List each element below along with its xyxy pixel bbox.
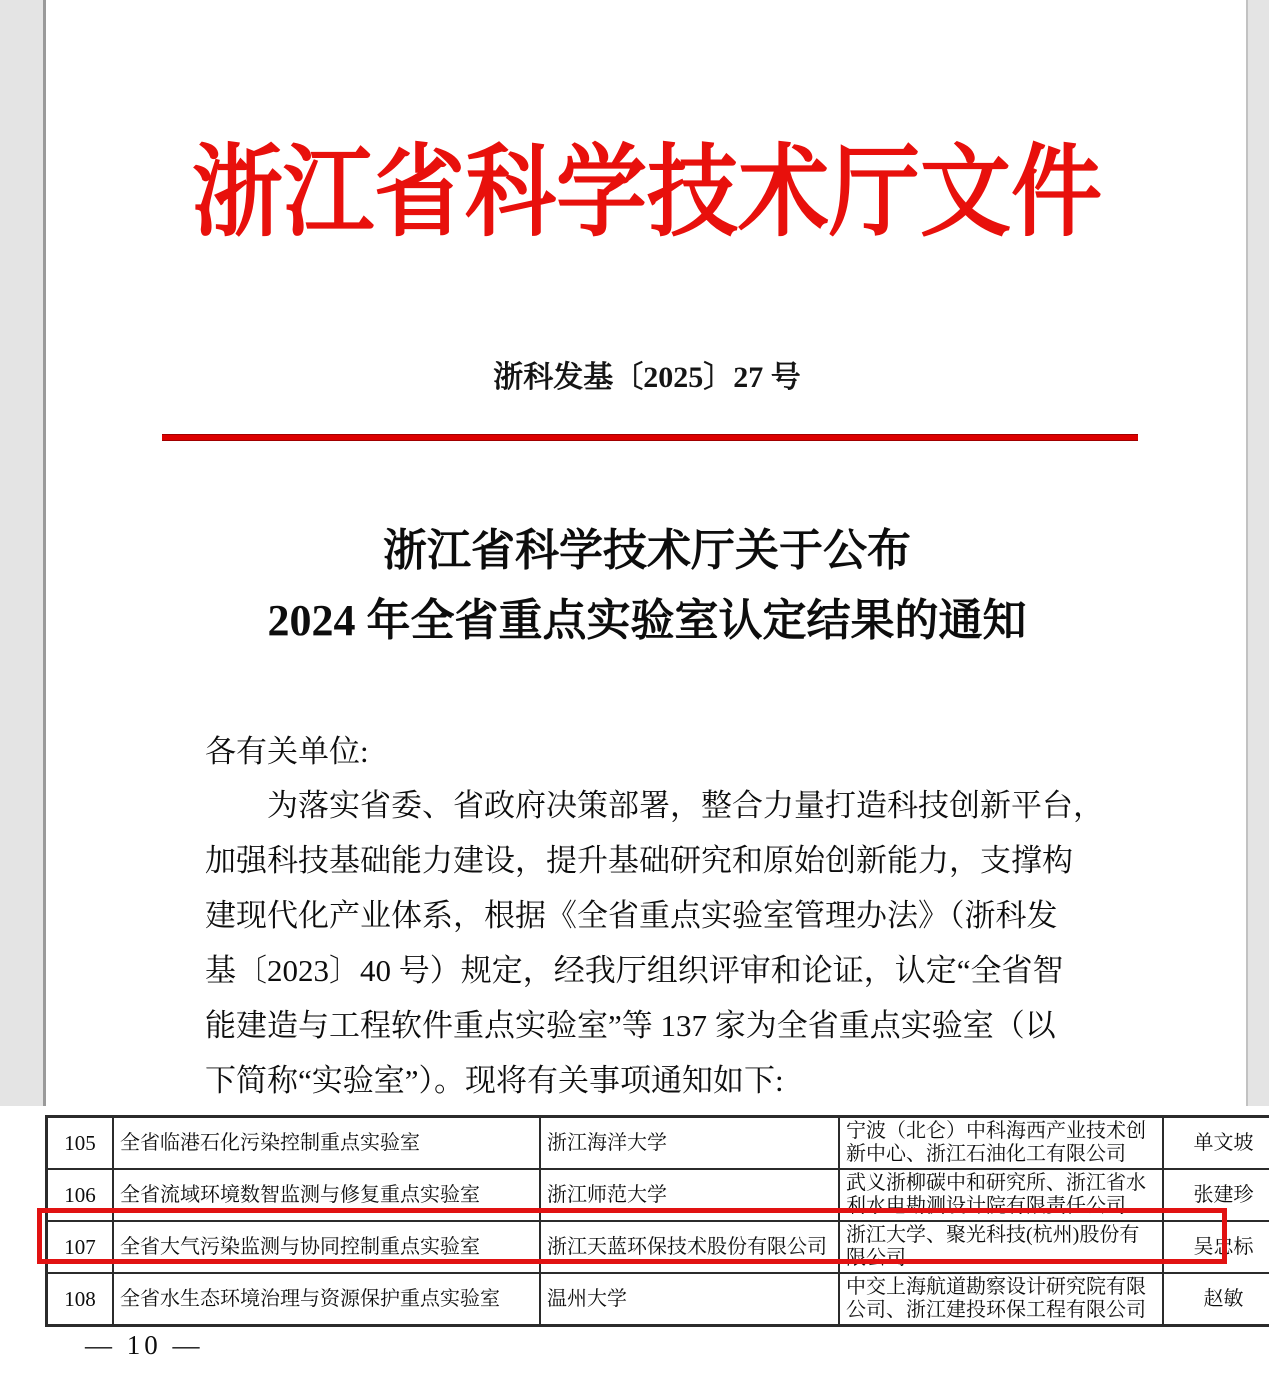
notice-title-line2: 2024 年全省重点实验室认定结果的通知 [267,596,1027,645]
body-line-2: 加强科技基础能力建设，提升基础研究和原始创新能力，支撑构 [205,843,1073,878]
cell-row-number: 106 [47,1169,114,1221]
letterhead-title: 浙江省科学技术厅文件 [191,137,1102,249]
cell-institution: 浙江天蓝环保技术股份有限公司 [540,1221,839,1273]
cell-row-number: 108 [47,1273,114,1326]
cell-lab-name: 全省临港石化污染控制重点实验室 [113,1117,540,1170]
cell-director: 吴忠标 [1163,1221,1269,1273]
document-number: 浙科发基〔2025〕27 号 [493,361,801,394]
salutation: 各有关单位: [205,734,369,769]
cell-institution: 浙江海洋大学 [540,1117,839,1170]
cell-partners: 宁波（北仑）中科海西产业技术创新中心、浙江石油化工有限公司 [839,1117,1163,1170]
red-divider-line [162,434,1138,441]
table-row [47,1273,1269,1326]
table-row [47,1117,1269,1170]
cell-partners: 武义浙柳碳中和研究所、浙江省水利水电勘测设计院有限责任公司 [839,1169,1163,1221]
cell-institution: 浙江师范大学 [540,1169,839,1221]
cell-partners: 浙江大学、聚光科技(杭州)股份有限公司 [839,1221,1163,1273]
labs-table [45,1115,1269,1327]
page-left-margin [0,0,43,1106]
cell-director: 张建珍 [1163,1169,1269,1221]
table-row-highlighted [47,1221,1269,1273]
body-line-1: 为落实省委、省政府决策部署，整合力量打造科技创新平台， [267,788,1104,823]
body-line-5: 能建造与工程软件重点实验室”等 137 家为全省重点实验室（以 [205,1008,1056,1043]
notice-title-line1: 浙江省科学技术厅关于公布 [383,526,911,575]
cell-lab-name: 全省大气污染监测与协同控制重点实验室 [113,1221,540,1273]
cell-director: 单文坡 [1163,1117,1269,1170]
cell-lab-name: 全省水生态环境治理与资源保护重点实验室 [113,1273,540,1326]
body-line-6: 下简称“实验室”）。现将有关事项通知如下: [205,1063,784,1098]
cell-row-number: 105 [47,1117,114,1170]
body-line-4: 基〔2023〕40 号）规定，经我厅组织评审和论证，认定“全省智 [205,953,1064,988]
cell-row-number: 107 [47,1221,114,1273]
cell-director: 赵敏 [1163,1273,1269,1326]
cell-partners: 中交上海航道勘察设计研究院有限公司、浙江建投环保工程有限公司 [839,1273,1163,1326]
page-number: — 10 — [85,1330,204,1360]
cell-institution: 温州大学 [540,1273,839,1326]
cell-lab-name: 全省流域环境数智监测与修复重点实验室 [113,1169,540,1221]
body-line-3: 建现代化产业体系，根据《全省重点实验室管理办法》（浙科发 [205,898,1058,933]
page-right-margin [1248,0,1269,1113]
table-row [47,1169,1269,1221]
